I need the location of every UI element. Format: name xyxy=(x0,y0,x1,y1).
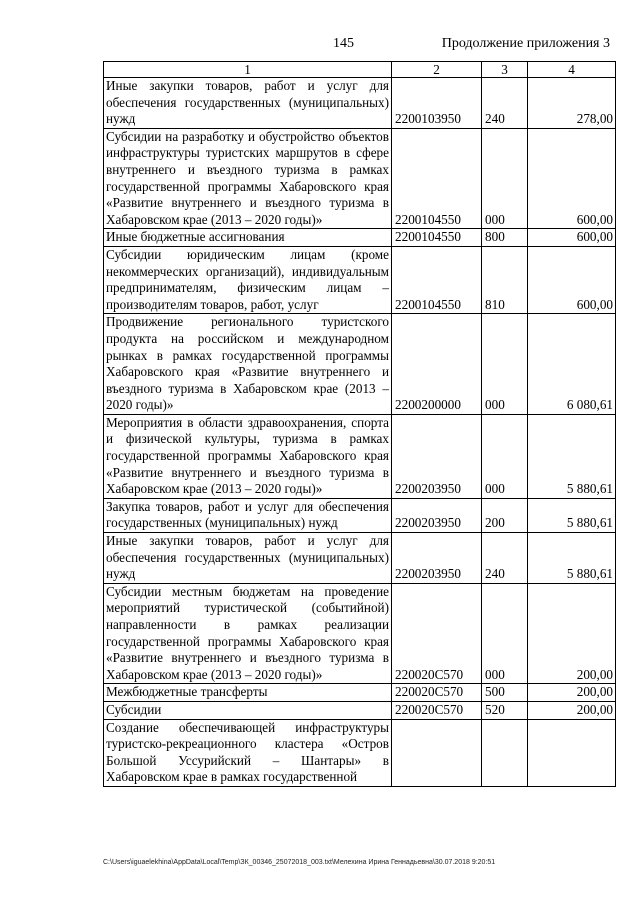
row-name: Иные бюджетные ассигнования xyxy=(104,229,392,247)
row-code: 2200104550 xyxy=(392,246,482,313)
row-amount: 5 880,61 xyxy=(528,498,616,532)
row-amount: 600,00 xyxy=(528,246,616,313)
row-amount: 5 880,61 xyxy=(528,533,616,584)
row-code: 2200200000 xyxy=(392,314,482,415)
row-expense-type: 000 xyxy=(482,128,528,229)
table-row xyxy=(104,533,616,584)
table-header-row xyxy=(104,62,616,78)
row-name: Закупка товаров, работ и услуг для обеспечения государственных (муниципальных) нужд xyxy=(104,498,392,532)
row-name: Иные закупки товаров, работ и услуг для обеспечения государственных (муниципальных) нужд xyxy=(104,78,392,129)
row-name: Продвижение регионального туристского продукта на российском и международном рынках в рамках государственной программы Хабаровского края «Развитие внутреннего и въездного туризма в Хабаровском крае (2013 – 2020 годы)» xyxy=(104,314,392,415)
row-expense-type: 240 xyxy=(482,533,528,584)
row-expense-type: 520 xyxy=(482,701,528,719)
row-code: 220020С570 xyxy=(392,701,482,719)
row-amount: 200,00 xyxy=(528,701,616,719)
row-name: Создание обеспечивающей инфраструктуры туристско-рекреационного кластера «Остров Большой Уссурийский – Шантары» в Хабаровском крае в рамках государственной xyxy=(104,719,392,786)
column-header: 4 xyxy=(528,62,616,78)
row-expense-type: 200 xyxy=(482,498,528,532)
table-row xyxy=(104,78,616,129)
appendix-continuation-title: Продолжение приложения 3 xyxy=(441,36,610,51)
table-row xyxy=(104,583,616,684)
column-header: 2 xyxy=(392,62,482,78)
row-name: Субсидии юридическим лицам (кроме некоммерческих организаций), индивидуальным предпринимателям, физическим лицам – производителям товаров, работ, услуг xyxy=(104,246,392,313)
row-code xyxy=(392,719,482,786)
file-path-footer: C:\Users\iguaelekhina\AppData\Local\Temp\ЗК_00346_25072018_003.txt\Мелехина Ирина Геннадьевна\30.07.2018 9:20:51 xyxy=(103,859,496,866)
table-row xyxy=(104,128,616,229)
row-amount: 5 880,61 xyxy=(528,414,616,498)
row-expense-type: 000 xyxy=(482,583,528,684)
row-name: Субсидии местным бюджетам на проведение мероприятий туристической (событийной) направленности в рамках реализации государственной программы Хабаровского края «Развитие внутреннего и въездного туризма в Хабаровском крае (2013 – 2020 годы)» xyxy=(104,583,392,684)
row-name: Мероприятия в области здравоохранения, спорта и физической культуры, туризма в рамках государственной программы Хабаровского края «Развитие внутреннего и въездного туризма в Хабаровском крае (2013 – 2020 годы)» xyxy=(104,414,392,498)
row-name: Иные закупки товаров, работ и услуг для обеспечения государственных (муниципальных) нужд xyxy=(104,533,392,584)
table-row xyxy=(104,229,616,247)
table-row xyxy=(104,719,616,786)
row-code: 2200104550 xyxy=(392,229,482,247)
row-code: 2200203950 xyxy=(392,414,482,498)
table-row xyxy=(104,498,616,532)
table-row xyxy=(104,701,616,719)
row-amount: 600,00 xyxy=(528,128,616,229)
page-number: 145 xyxy=(333,36,354,51)
row-code: 2200104550 xyxy=(392,128,482,229)
row-amount: 6 080,61 xyxy=(528,314,616,415)
column-header: 1 xyxy=(104,62,392,78)
row-amount: 278,00 xyxy=(528,78,616,129)
row-expense-type: 810 xyxy=(482,246,528,313)
table-row xyxy=(104,246,616,313)
row-name: Межбюджетные трансферты xyxy=(104,684,392,702)
row-expense-type xyxy=(482,719,528,786)
row-expense-type: 240 xyxy=(482,78,528,129)
row-name: Субсидии xyxy=(104,701,392,719)
row-amount: 200,00 xyxy=(528,583,616,684)
table-row xyxy=(104,684,616,702)
row-code: 2200203950 xyxy=(392,533,482,584)
column-header: 3 xyxy=(482,62,528,78)
table-row xyxy=(104,314,616,415)
row-expense-type: 000 xyxy=(482,414,528,498)
row-expense-type: 800 xyxy=(482,229,528,247)
row-code: 2200103950 xyxy=(392,78,482,129)
row-code: 220020С570 xyxy=(392,684,482,702)
row-amount: 600,00 xyxy=(528,229,616,247)
row-amount: 200,00 xyxy=(528,684,616,702)
row-name: Субсидии на разработку и обустройство объектов инфраструктуры туристских маршрутов в сфере внутреннего и въездного туризма в рамках государственной программы Хабаровского края «Развитие внутреннего и въездного туризма в Хабаровском крае (2013 – 2020 годы)» xyxy=(104,128,392,229)
budget-table xyxy=(103,61,616,787)
row-code: 220020С570 xyxy=(392,583,482,684)
row-amount xyxy=(528,719,616,786)
row-expense-type: 000 xyxy=(482,314,528,415)
table-row xyxy=(104,414,616,498)
row-expense-type: 500 xyxy=(482,684,528,702)
row-code: 2200203950 xyxy=(392,498,482,532)
